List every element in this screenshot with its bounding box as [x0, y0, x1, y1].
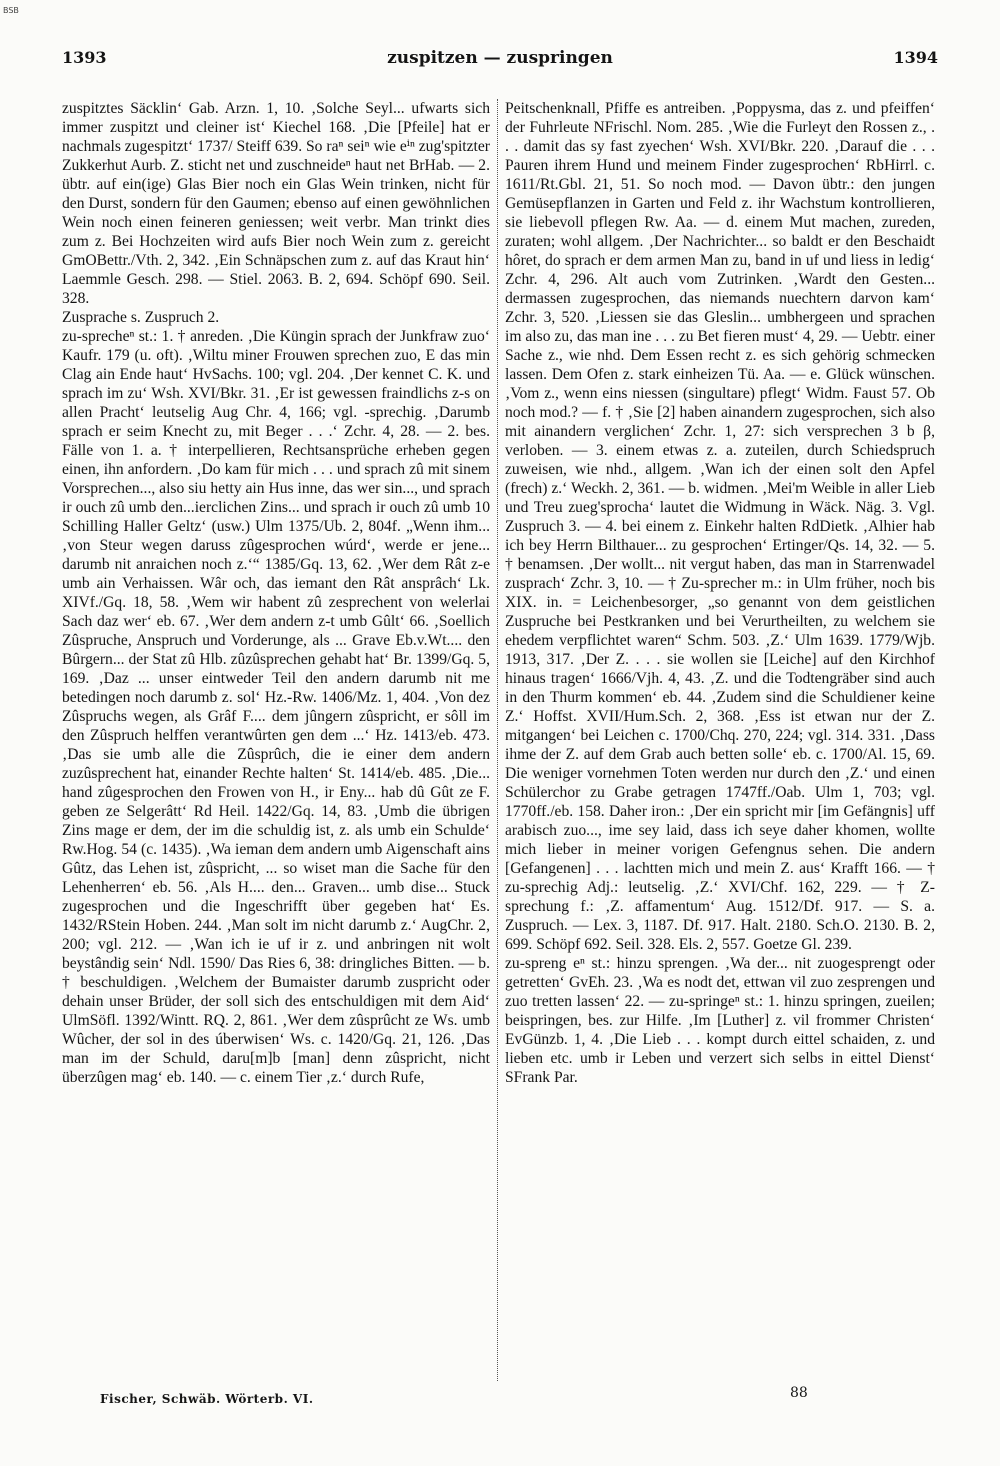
- entry-zusprechen: zu-sprecheⁿ st.: 1. † anreden. ‚Die Küngin sprach der Junkfraw zuo‘ Kaufr. 179 (u. oft). ‚Wiltu miner Frouwen sprechen zuo, E das min Clag ain Ende haut‘ HvSachs. 100; vgl. 204. ‚Der kennet C. K. und sprach im zu‘ Wsh. XVI/Bkr. 31. ‚Er ist gewessen fraindlichs z-s on allen Pracht‘ leutselig Aug Chr. 4, 166; vgl. -sprechig. ‚Darumb sprach er seim Knecht zu, mit Beger . . .‘ Zchr. 4, 28. — 2. bes. Fälle von 1. a. † interpellieren, Rechtsansprüche erheben gegen einen, ihn anfordern. ‚Do kam für mich . . . und sprach zû mit sinem Vorsprechen..., also siu hetty ain Hus inne, das wer sin..., und sprach ir ouch zû umb den...ierclichen Zins... und sprach ir ouch zû umb 10 Schilling Haller Geltz‘ (usw.) Ulm 1375/Ub. 2, 804f. „Wenn ihm... ‚von Steur wegen daruss zûgesprochen wúrd‘, werde er jene... darumb nit anraichen noch z.‘“ 1385/Gq. 13, 62. ‚Wer dem Rât z-e umb ain Verhaissen. Wâr och, das iemant den Rât ansprâch‘ Lk. XIVf./Gq. 18, 58. ‚Wem wir habent zû zesprechent von welerlai Sach daz wer‘ eb. 67. ‚Wer dem andern z-t umb Gûlt‘ 66. ‚Soellich Zûspruche, Anspruch und Vorderunge, als ... Grave Eb.v.Wt.... den Bûrgern... der Stat zû Hlb. zûzûsprechen gehabt hat‘ Br. 1399/Gq. 5, 169. ‚Daz ... unser eintweder Teil den andern darumb nit me betedingen noch darumb z. sol‘ Hz.-Rw. 1406/Mz. 1, 404. ‚Von dez Zûspruchs wegen, als Grâf F.... dem jûngern zûspricht, er sôll im den Zûspruch helffen verantwûrten gen dem ...‘ Hz. 1413/eb. 473. ‚Das sie umb alle die Zûsprûch, die ie einer dem andern zuzûsprechent hat, einander Rechte halten‘ St. 1414/eb. 485. ‚Die... hand zûgesprochen den Frowen von H., ir Eny... hab dû Gût ze F. geben ze Selgerâtt‘ Rd Heil. 1422/Gq. 14, 83. ‚Umb die übrigen Zins mage er dem, der im die schuldig ist, z. als umb ein Schulde‘ Rw.Hog. 54 (c. 1435). ‚Wa ieman dem andern umb Aigenschaft ains Gûtz, das Lehen ist, zûspricht, ... so wiset man die Sache für den Lehenherren‘ eb. 56. ‚Als H.... den... Graven... umb dise... Stuck zugesprochen und die Ingeschrifft über gegeben hat‘ Es. 1432/RStein Hoben. 244. ‚Man solt im nicht darumb z.‘ AugChr. 2, 200; vgl. 212. — ‚Wan ich ie uf ir z. und anbringen nit wolt beystândig sein‘ Ndl. 1590/ Das Ries 6, 38: dringliches Bitten. — b. † beschuldigen. ‚Welchem der Bumaister darumb zuspricht oder dehain unser Brüder, der soll sich des entschuldigen mit dem Aid‘ UlmSöfl. 1392/Wintt. RQ. 2, 861. ‚Wer dem zûsprûcht ze Ws. umb Wûcher, der sol in des úberwisen‘ Ws. c. 1420/Gq. 21, 126. ‚Das man im der Schuld, daru[m]b [man] denn zûspricht, nicht überzûgen mag‘ eb. 140. — c. einem Tier ‚z.‘ durch Rufe,: [62, 328, 490, 1086]
- page-number-right: 1394: [893, 48, 938, 67]
- entry-zuspitzen-cont: zuspitztes Säcklin‘ Gab. Arzn. 1, 10. ‚Solche Seyl... ufwarts sich immer zuspitzt und cleiner ist‘ Kiechel 168. ‚Die [Pfeile] hat er nachmals zugespitzt‘ 1737/ Steiff 639. So raⁿ seiⁿ wie eⁱⁿ zug'spitzter Zukkerhut Aurb. Z. sticht net und zuschneideⁿ haut net BrHab. — 2. übtr. auf ein(ige) Glas Bier noch ein Glas Wein trinken, nicht für den Durst, sondern für den Gaumen; ebenso auf einen gewöhnlichen Wein noch einen feineren geniessen; weit verbr. Man trinkt dies zum z. Bei Hochzeiten wird aufs Bier noch Wein zum z. gereicht GmOBettr./Vth. 2, 342. ‚Ein Schnäpschen zum z. auf das Kraut hin‘ Laemmle Gesch. 298. — Stiel. 2063. B. 2, 694. Schöpf 690. Seil. 328.: [62, 100, 490, 307]
- entry-zusprache: Zusprache s. Zuspruch 2.: [62, 309, 220, 326]
- column-divider: [497, 99, 498, 1381]
- entry-zusprechen-cont: Peitschenknall, Pfiffe es antreiben. ‚Poppysma, das z. und pfeiffen‘ der Fuhrleute NFrischl. Nom. 285. ‚Wie die Furleyt den Rossen z., . . . damit das sy fast zyechen‘ Wsh. XVI/Bkr. 220. ‚Darauf die . . . Pauren ihrem Hund und meinem Finder zugesprochen‘ RbHirrl. c. 1611/Rt.Gbl. 21, 51. So noch mod. — Davon übtr.: den jungen Gemüsepflanzen in Garten und Feld z. ihr Wachstum kontrollieren, sie liebevoll pflegen Rw. Aa. — d. einem Mut machen, zureden, zuraten; wohl allgem. ‚Der Nachrichter... so baldt er den Beschaidt hôret, do sprach er dem armen Man zu, band in uf und liess in ledig‘ Zchr. 4, 296. Alt auch vom Zutrinken. ‚Wardt den Gesten... dermassen zugesprochen, das niemands nuechtern darvon kam‘ Zchr. 3, 520. ‚Liessen sie das Gleslin... umbhergeen und sprachen im also zu, das man ine . . . zu Bet fieren must‘ 4, 29. — Uebtr. einer Sache z., wie nhd. Dem Essen recht z. es sich gehörig schmecken lassen. Dem Ofen z. stark einheizen Tü. Aa. — e. Glück wünschen. ‚Vom z., wenn eins niessen (singultare) pflegt‘ Widm. Faust 57. Ob noch mod.? — f. † ‚Sie [2] haben ainandern zugesprochen, sich also mit ainandern verglichen‘ Zchr. 1, 27: sich versprechen 3 b β, verloben. — 3. einem etwas z. a. zuteilen, durch Schiedspruch zuweisen, wie nhd., allgem. ‚Wan ich der einen solt den Apfel (frech) z.‘ Weckh. 2, 361. — b. widmen. ‚Mei'm Weible in aller Lieb und Treu zueg'sprocha‘ lautet die Widmung in Wäck. Näg. 3. Vgl. Zuspruch 3. — 4. bei einem z. Einkehr halten RdDietk. ‚Alhier hab ich bey Herrn Bilthauer... zu gesprochen‘ Ertinger/Qs. 14, 32. — 5. † benamsen. ‚Der wollt... nit vergut haben, das man in Starrenwadel zusprach‘ Zchr. 3, 10. — † Zu-sprecher m.: in Ulm früher, noch bis XIX. in. = Leichenbesorger, „so genannt von dem geistlichen Zuspruche bei Pestkranken und bei Verurtheilten, zu welchem sie ehedem verpflichtet waren“ Schm. 503. ‚Z.‘ Ulm 1639. 1779/Wjb. 1913, 317. ‚Der Z. . . . sie wollen sie [Leiche] auf den Kirchhof hinaus tragen‘ 1666/Vjh. 4, 43. ‚Z. und die Todtengräber sind auch in den Thurm kommen‘ eb. 44. ‚Zudem sind die Schuldiener keine Z.‘ Hoffst. XVII/Hum.Sch. 2, 368. ‚Ess ist etwan nur der Z. mitgangen‘ bei Leichen c. 1700/Chq. 270, 224; vgl. 314. 331. ‚Dass ihme der Z. auf dem Grab auch betten solle‘ eb. c. 1700/Al. 15, 69. Die weniger vornehmen Toten werden nur durch den ‚Z.‘ und einen Schülerchor zu Grabe getragen 1747ff./Oab. Ulm 1, 703; vgl. 1770ff./eb. 158. Daher iron.: ‚Der ein spricht mir [im Gefängnis] uff arabisch zuo..., ime sey laid, dass ich seye daher khomen, wollte mich lieber in meiner vorigen Gefengnus sehen. Die andern [Gefangenen] . . . lachtten mich und mein Z. aus‘ Krafft 166. — † zu-sprechig Adj.: leutselig. ‚Z.‘ XVI/Chf. 162, 229. — † Z-sprechung f.: ‚Z. affamentum‘ Aug. 1512/Df. 917. — S. a. Zuspruch. — Lex. 3, 1187. Df. 917. Halt. 2180. Sch.O. 2130. B. 2, 699. Schöpf 692. Seil. 328. Els. 2, 557. Goetze Gl. 239.: [505, 100, 935, 953]
- right-column: [505, 99, 935, 1381]
- entry-zusprengen: zu-spreng eⁿ st.: hinzu sprengen. ‚Wa der... nit zuogesprengt oder getretten‘ GvEh. 23. ‚Wa es nodt det, ettwan vil zuo zesprengen und zuo tretten lassen‘ 22. — zu-springeⁿ st.: 1. hinzu springen, zueilen; beispringen, bes. zur Hilfe. ‚Im [Luther] z. vil frommer Christen‘ EvGünzb. 1, 4. ‚Die Lieb . . . kompt durch eittel schaiden, z. und lieben etc. umb ir Leben und verzert sich selbs in eittel Dienst‘ SFrank Par.: [505, 955, 935, 1086]
- page-header: [62, 48, 938, 78]
- footer-source: Fischer, Schwäb. Wörterb. VI.: [100, 1392, 314, 1406]
- footer-sheet-number: 88: [790, 1385, 808, 1401]
- left-column: [62, 99, 490, 1381]
- library-stamp: BSB: [3, 6, 19, 15]
- running-title: zuspitzen — zuspringen: [387, 48, 613, 68]
- page-number-left: 1393: [62, 48, 107, 67]
